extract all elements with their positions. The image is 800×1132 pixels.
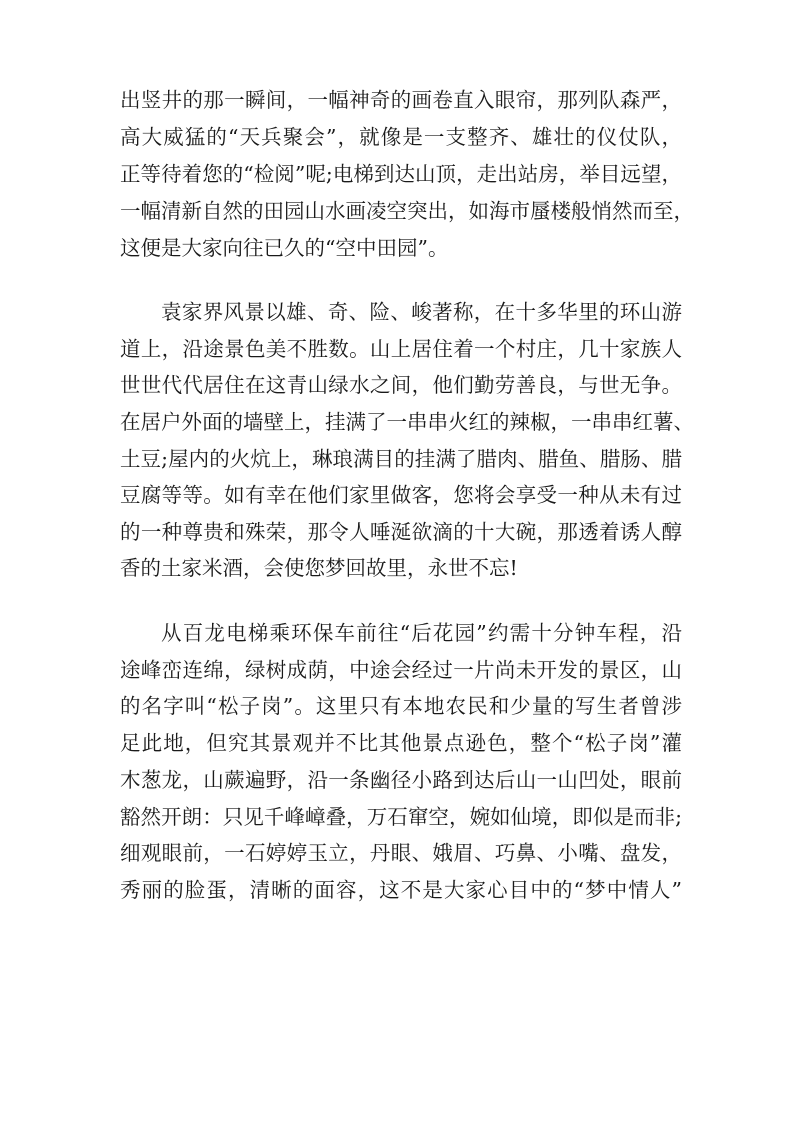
text-line: 出竖井的那一瞬间，一幅神奇的画卷直入眼帘，那列队森严， <box>120 88 682 112</box>
text-line: 途峰峦连绵，绿树成荫，中途会经过一片尚未开发的景区，山 <box>120 658 682 682</box>
text-line: 的名字叫“松子岗”。这里只有本地农民和少量的写生者曾涉 <box>120 694 682 718</box>
text-line: 土豆;屋内的火炕上，琳琅满目的挂满了腊肉、腊鱼、腊肠、腊 <box>120 447 682 471</box>
text-line: 香的土家米酒，会使您梦回故里，永世不忘! <box>120 556 518 580</box>
text-line: 豆腐等等。如有幸在他们家里做客，您将会享受一种从未有过 <box>120 483 682 507</box>
text-line: 豁然开朗：只见千峰嶂叠，万石窜空，婉如仙境，即似是而非; <box>120 805 682 829</box>
text-line: 从百龙电梯乘环保车前往“后花园”约需十分钟车程，沿 <box>161 621 682 645</box>
text-line: 细观眼前，一石婷婷玉立，丹眼、娥眉、巧鼻、小嘴、盘发， <box>120 841 682 865</box>
text-line: 世世代代居住在这青山绿水之间，他们勤劳善良，与世无争。 <box>120 373 682 397</box>
text-line: 秀丽的脸蛋，清晰的面容，这不是大家心目中的“梦中情人” <box>120 878 682 902</box>
text-line: 一幅清新自然的田园山水画凌空突出，如海市蜃楼般悄然而至， <box>120 199 694 223</box>
text-line: 在居户外面的墙壁上，挂满了一串串火红的辣椒，一串串红薯、 <box>120 410 694 434</box>
text-line: 正等待着您的“检阅”呢;电梯到达山顶，走出站房，举目远望， <box>120 162 682 186</box>
text-line: 道上，沿途景色美不胜数。山上居住着一个村庄，几十家族人 <box>120 337 682 361</box>
text-line: 高大威猛的“天兵聚会”，就像是一支整齐、雄壮的仪仗队， <box>120 125 682 149</box>
text-line: 足此地，但究其景观并不比其他景点逊色，整个“松子岗”灌 <box>120 731 682 755</box>
text-line: 袁家界风景以雄、奇、险、峻著称，在十多华里的环山游 <box>161 300 682 324</box>
text-line: 的一种尊贵和殊荣，那令人唾涎欲滴的十大碗，那透着诱人醇 <box>120 520 682 544</box>
text-line: 木葱龙，山蕨遍野，沿一条幽径小路到达后山一山凹处，眼前 <box>120 768 682 792</box>
text-line: 这便是大家向往已久的“空中田园”。 <box>120 236 449 260</box>
